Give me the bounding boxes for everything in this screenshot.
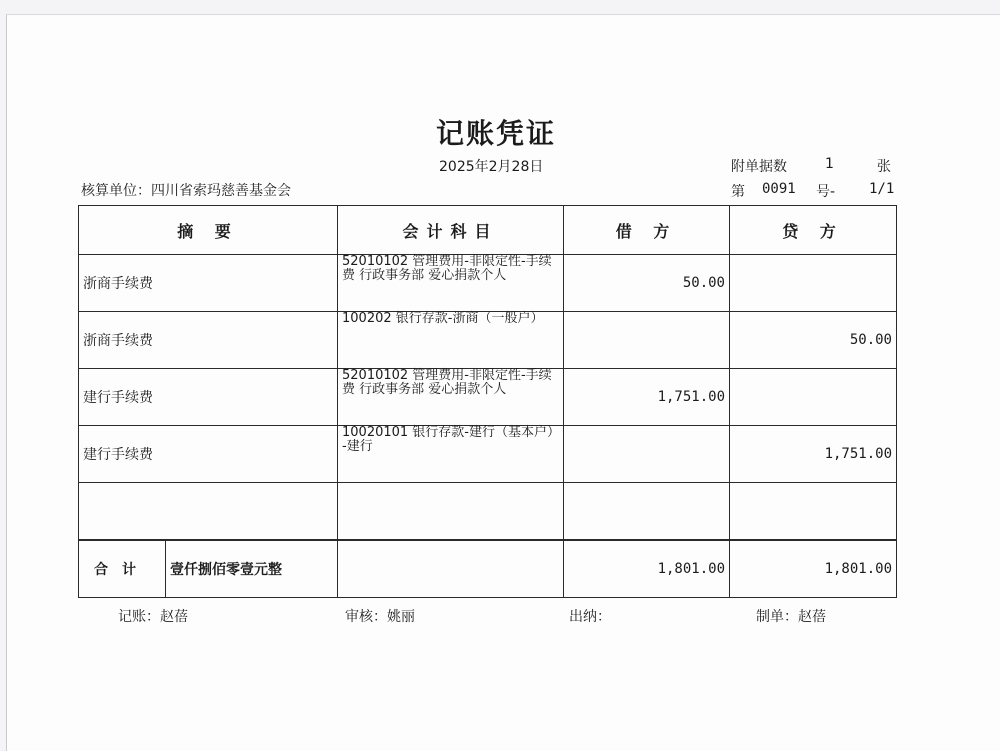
attachment-unit: 张 bbox=[877, 159, 891, 175]
attachment-count: 1 bbox=[825, 156, 834, 172]
total-debit: 1,801.00 bbox=[564, 540, 730, 598]
total-account-cell bbox=[338, 540, 564, 598]
table-row bbox=[79, 312, 897, 369]
empty-cell bbox=[79, 483, 338, 541]
account-cell: 10020101 银行存款-建行（基本户）-建行 bbox=[338, 426, 564, 483]
account-cell: 52010102 管理费用-非限定性-手续费 行政事务部 爱心捐款个人 bbox=[338, 369, 564, 426]
debit-cell bbox=[564, 426, 730, 483]
total-label: 合计 bbox=[79, 541, 166, 597]
voucher-number: 0091 bbox=[762, 181, 796, 197]
credit-cell bbox=[730, 255, 897, 312]
summary-header: 摘 要 bbox=[79, 206, 338, 255]
table-row bbox=[79, 369, 897, 426]
reviewer-signature: 审核：姚丽 bbox=[345, 609, 415, 625]
total-summary-cell bbox=[79, 540, 338, 598]
summary-cell: 浙商手续费 bbox=[79, 312, 338, 369]
credit-header: 贷 方 bbox=[730, 206, 897, 255]
summary-cell: 浙商手续费 bbox=[79, 255, 338, 312]
credit-cell: 50.00 bbox=[730, 312, 897, 369]
table-row bbox=[79, 426, 897, 483]
voucher-number-unit: 号- bbox=[816, 184, 836, 200]
empty-cell bbox=[564, 483, 730, 541]
voucher-table bbox=[78, 205, 897, 598]
debit-cell bbox=[564, 312, 730, 369]
total-amount-words: 壹仟捌佰零壹元整 bbox=[170, 562, 282, 578]
empty-row bbox=[79, 483, 897, 541]
summary-cell: 建行手续费 bbox=[79, 369, 338, 426]
debit-cell: 50.00 bbox=[564, 255, 730, 312]
empty-cell bbox=[730, 483, 897, 541]
page-indicator: 1/1 bbox=[869, 181, 895, 197]
credit-cell bbox=[730, 369, 897, 426]
account-header: 会计科目 bbox=[338, 206, 564, 255]
preparer-signature: 制单：赵蓓 bbox=[756, 609, 826, 625]
table-row bbox=[79, 255, 897, 312]
total-row bbox=[79, 540, 897, 598]
account-cell: 52010102 管理费用-非限定性-手续费 行政事务部 爱心捐款个人 bbox=[338, 255, 564, 312]
debit-header: 借 方 bbox=[564, 206, 730, 255]
total-credit: 1,801.00 bbox=[730, 540, 897, 598]
table-header-row bbox=[79, 206, 897, 255]
bookkeeper-signature: 记账：赵蓓 bbox=[118, 609, 188, 625]
empty-cell bbox=[338, 483, 564, 541]
summary-cell: 建行手续费 bbox=[79, 426, 338, 483]
voucher-title: 记账凭证 bbox=[436, 117, 557, 150]
account-cell: 100202 银行存款-浙商（一般户） bbox=[338, 312, 564, 369]
cashier-signature: 出纳： bbox=[569, 609, 611, 625]
accounting-unit: 核算单位：四川省索玛慈善基金会 bbox=[81, 183, 291, 199]
debit-cell: 1,751.00 bbox=[564, 369, 730, 426]
voucher-date: 2025年2月28日 bbox=[439, 159, 544, 175]
voucher-number-label: 第 bbox=[731, 184, 745, 200]
attachment-label: 附单据数 bbox=[731, 159, 787, 175]
credit-cell: 1,751.00 bbox=[730, 426, 897, 483]
